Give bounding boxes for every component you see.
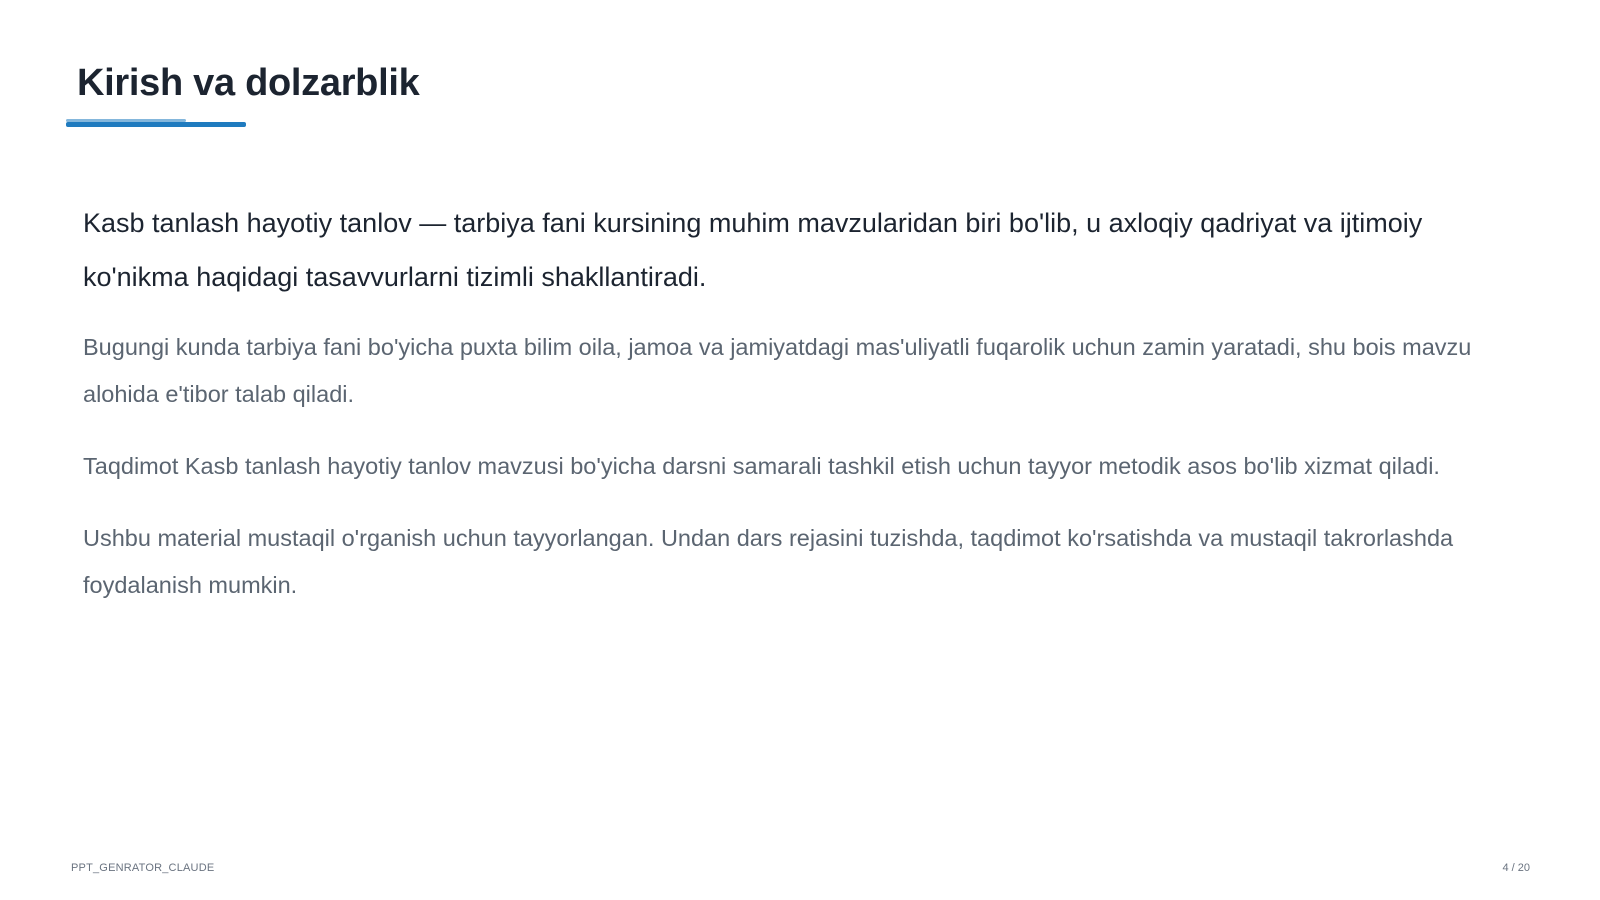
slide-content [83, 196, 1503, 634]
body-paragraph: Ushbu material mustaqil o'rganish uchun tayyorlangan. Undan dars rejasini tuzishda, taqdimot ko'rsatishda va mustaqil takrorlashda foydalanish mumkin. [83, 525, 1454, 598]
slide-title: Kirish va dolzarblik [77, 62, 420, 104]
footer-brand: PPT_GENRATOR_CLAUDE [71, 862, 215, 874]
title-underline [66, 122, 246, 127]
lead-paragraph: Kasb tanlash hayotiy tanlov — tarbiya fani kursining muhim mavzularidan biri bo'lib, u axloqiy qadriyat va ijtimoiy ko'nikma haqidagi tasavvurlarni tizimli shakllantiradi. [83, 208, 1423, 292]
body-paragraph: Bugungi kunda tarbiya fani bo'yicha puxta bilim oila, jamoa va jamiyatdagi mas'uliyatli fuqarolik uchun zamin yaratadi, shu bois mavzu alohida e'tibor talab qiladi. [83, 334, 1472, 407]
body-paragraph: Taqdimot Kasb tanlash hayotiy tanlov mavzusi bo'yicha darsni samarali tashkil etish uchun tayyor metodik asos bo'lib xizmat qiladi. [83, 453, 1440, 479]
page-number: 4 / 20 [1502, 862, 1530, 874]
